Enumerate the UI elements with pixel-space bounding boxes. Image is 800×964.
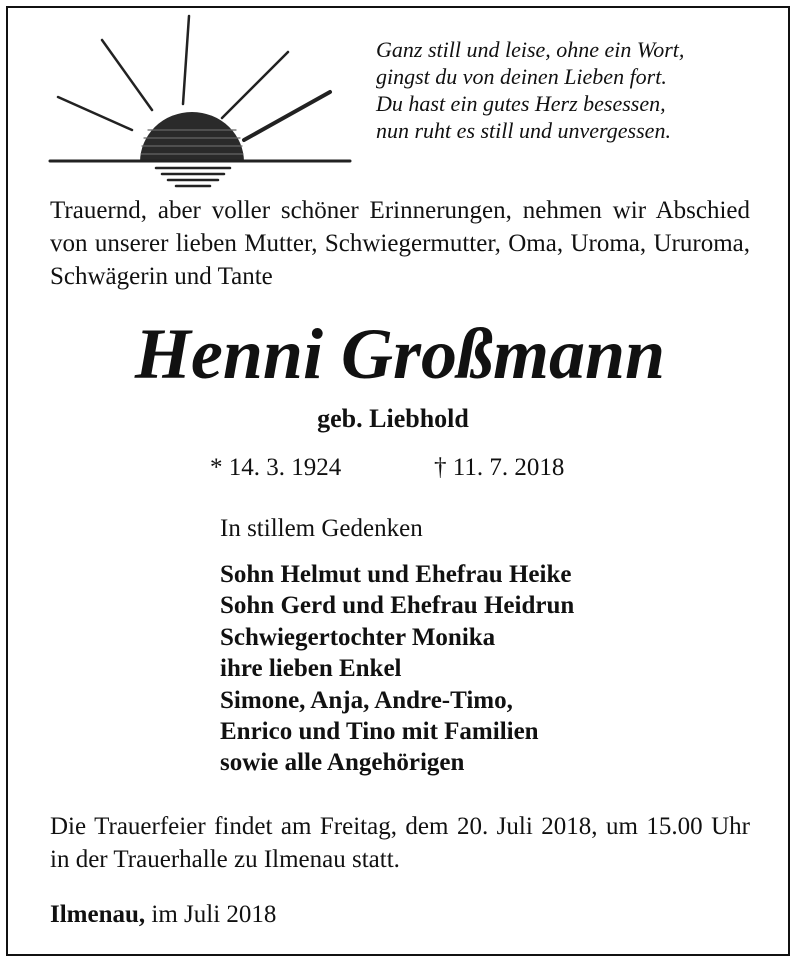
maiden-name: geb. Liebhold (317, 404, 469, 433)
deceased-name: Henni Großmann (134, 314, 666, 394)
birth-date: * 14. 3. 1924 (210, 454, 342, 481)
poem-line: nun ruht es still und unvergessen. (376, 118, 671, 143)
funeral-info: Die Trauerfeier findet am Freitag, dem 20. Juli 2018, um 15.00 Uhr in der Trauerhalle zu Ilmenau statt. (50, 813, 750, 873)
mourner-line: sowie alle Angehörigen (220, 749, 465, 777)
intro-text: Trauernd, aber voller schöner Erinnerungen, nehmen wir Abschied von unserer lieben Mutter, Schwiegermutter, Oma, Uroma, Ururoma, Schwägerin und Tante (50, 197, 750, 290)
mourner-line: Simone, Anja, Andre-Timo, (220, 686, 513, 714)
signoff (50, 899, 276, 931)
sun-ray (183, 16, 189, 104)
setting-sun-icon (44, 12, 360, 192)
mourner-line: Sohn Gerd und Ehefrau Heidrun (220, 592, 575, 620)
signoff-place: Ilmenau, (50, 901, 146, 928)
mourner-line: Schwiegertochter Monika (220, 623, 496, 651)
poem (376, 36, 766, 144)
mourners-list (220, 559, 574, 779)
sun-ray (58, 97, 132, 130)
poem-line: gingst du von deinen Lieben fort. (376, 64, 667, 89)
death-date: † 11. 7. 2018 (434, 454, 565, 481)
memory-line: In stillem Gedenken (220, 515, 423, 542)
sun-ray (222, 52, 288, 118)
mourner-line: Enrico und Tino mit Familien (220, 718, 539, 746)
mourner-line: Sohn Helmut und Ehefrau Heike (220, 561, 572, 588)
signoff-date: im Juli 2018 (151, 901, 277, 928)
sun-ray (244, 92, 330, 140)
mourner-line: ihre lieben Enkel (220, 655, 402, 683)
poem-line: Du hast ein gutes Herz besessen, (376, 91, 666, 116)
sun-ray (102, 40, 152, 110)
water-reflection (156, 168, 230, 186)
poem-line: Ganz still und leise, ohne ein Wort, (376, 37, 685, 62)
